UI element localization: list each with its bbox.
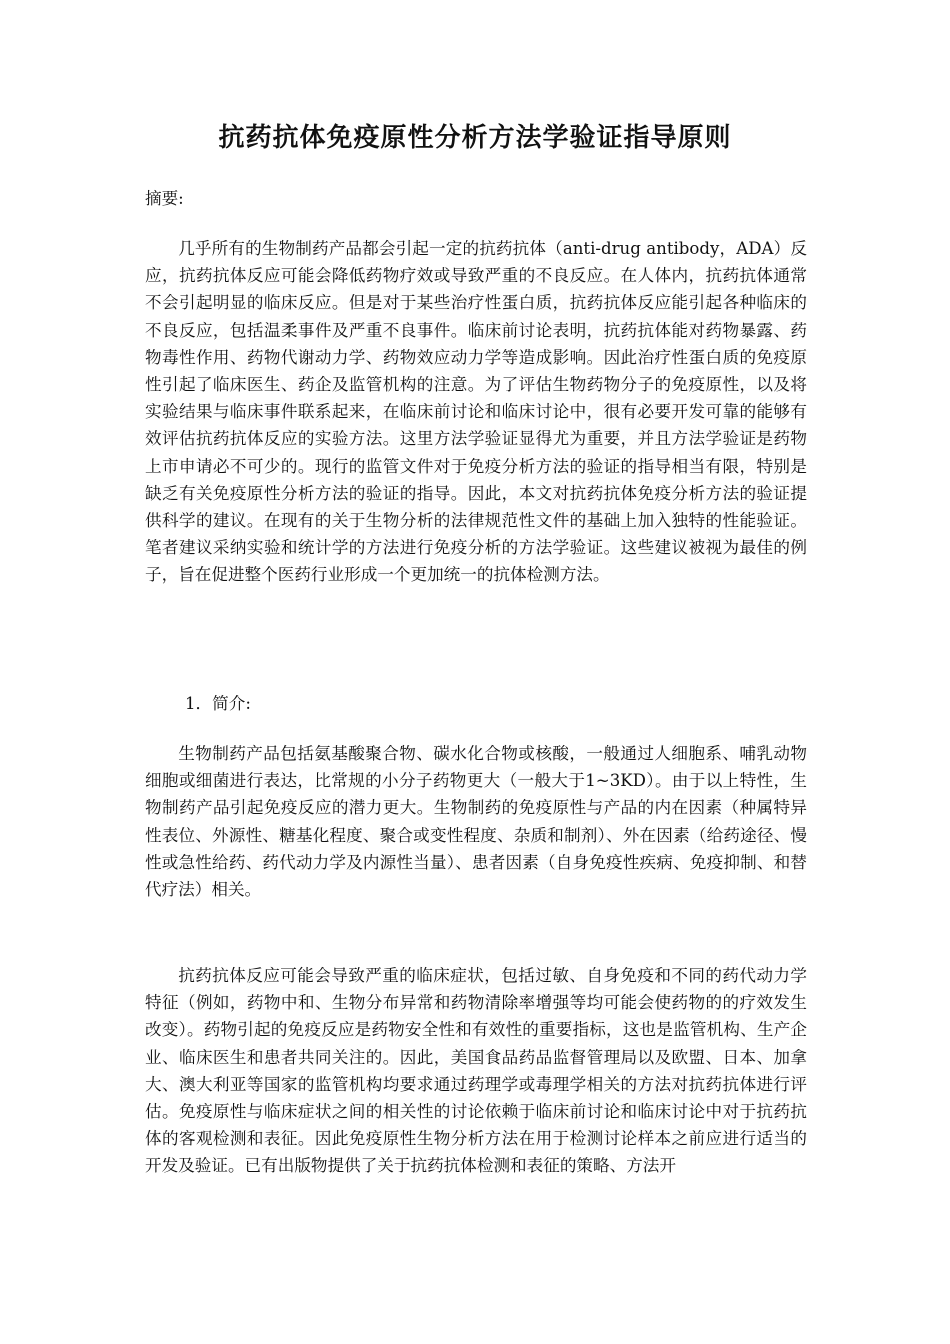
introduction-paragraph-1: 生物制药产品包括氨基酸聚合物、碳水化合物或核酸，一般通过人细胞系、哺乳动物细胞或细菌进行表达，比常规的小分子药物更大（一般大于1~3KD）。由于以上特性，生物制药产品引起免疫反应的潜力更大。生物制药的免疫原性与产品的内在因素（种属特异性表位、外源性、糖基化程度、聚合或变性程度、杂质和制剂）、外在因素（给药途径、慢性或急性给药、药代动力学及内源性当量）、患者因素（自身免疫性疾病、免疫抑制、和替代疗法）相关。: [145, 744, 807, 900]
abstract-paragraph: 几乎所有的生物制药产品都会引起一定的抗药抗体（anti-drug antibody，ADA）反应，抗药抗体反应可能会降低药物疗效或导致严重的不良反应。在人体内，抗药抗体通常不会引起明显的临床反应。但是对于某些治疗性蛋白质，抗药抗体反应能引起各种临床的不良反应，包括温柔事件及严重不良事件。临床前讨论表明，抗药抗体能对药物暴露、药物毒性作用、药物代谢动力学、药物效应动力学等造成影响。因此治疗性蛋白质的免疫原性引起了临床医生、药企及监管机构的注意。为了评估生物药物分子的免疫原性，以及将实验结果与临床事件联系起来，在临床前讨论和临床讨论中，很有必要开发可靠的能够有效评估抗药抗体反应的实验方法。这里方法学验证显得尤为重要，并且方法学验证是药物上市申请必不可少的。现行的监管文件对于免疫分析方法的验证的指导相当有限，特别是缺乏有关免疫原性分析方法的验证的指导。因此，本文对抗药抗体免疫分析方法的验证提供科学的建议。在现有的关于生物分析的法律规范性文件的基础上加入独特的性能验证。笔者建议采纳实验和统计学的方法进行免疫分析的方法学验证。这些建议被视为最佳的例子，旨在促进整个医药行业形成一个更加统一的抗体检测方法。: [145, 239, 807, 585]
section-heading-introduction: 1．简介:: [185, 694, 251, 713]
abstract-label: 摘要:: [145, 189, 184, 208]
introduction-paragraph-2: 抗药抗体反应可能会导致严重的临床症状，包括过敏、自身免疫和不同的药代动力学特征（例如，药物中和、生物分布异常和药物清除率增强等均可能会使药物的的疗效发生改变）。药物引起的免疫反应是药物安全性和有效性的重要指标，这也是监管机构、生产企业、临床医生和患者共同关注的。因此，美国食品药品监督管理局以及欧盟、日本、加拿大、澳大利亚等国家的监管机构均要求通过药理学或毒理学相关的方法对抗药抗体进行评估。免疫原性与临床症状之间的相关性的讨论依赖于临床前讨论和临床讨论中对于抗药抗体的客观检测和表征。因此免疫原性生物分析方法在用于检测讨论样本之前应进行适当的开发及验证。已有出版物提供了关于抗药抗体检测和表征的策略、方法开: [145, 966, 807, 1176]
page-title: 抗药抗体免疫原性分析方法学验证指导原则: [218, 123, 732, 153]
